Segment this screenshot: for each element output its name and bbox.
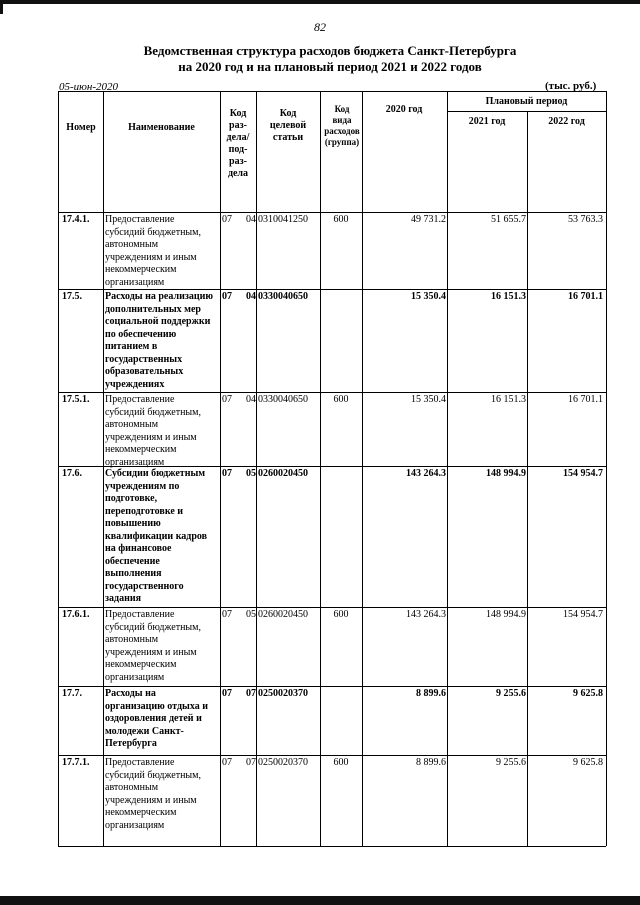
row-amount-2020: 49 731.2 (411, 214, 446, 225)
row-section: 07 (222, 394, 232, 405)
column-border (320, 91, 321, 846)
row-name: Расходы на реализацию дополнительных мер социальной поддержки по обеспечению питанием в государственных образовательных учреждениях (105, 291, 214, 390)
row-amount-2022: 16 701.1 (568, 394, 603, 405)
row-number: 17.6.1. (62, 609, 90, 620)
header-2021: 2021 год (468, 116, 506, 127)
row-section: 07 (222, 609, 232, 620)
column-border (447, 91, 448, 846)
header-2022: 2022 год (548, 116, 585, 127)
header-number: Номер (66, 122, 96, 133)
row-name: Предоставление субсидий бюджетным, автономным учреждениям и иным некоммерческим организациям (105, 609, 201, 683)
scan-edge-bottom (0, 896, 640, 905)
page-number: 82 (314, 20, 326, 34)
row-amount-2021: 16 151.3 (491, 291, 526, 302)
row-amount-2021: 9 255.6 (496, 757, 526, 768)
row-border (58, 607, 606, 608)
header-name: Наименование (128, 122, 195, 133)
row-number: 17.7. (62, 688, 82, 699)
row-amount-2020: 15 350.4 (411, 291, 446, 302)
row-name: Предоставление субсидий бюджетным, автономным учреждениям и иным некоммерческим организациям (105, 394, 201, 468)
row-amount-2021: 148 994.9 (486, 468, 526, 479)
unit-label: (тыс. руб.) (545, 80, 597, 92)
header-section: Код раз- дела/ под- раз- дела (226, 108, 250, 179)
row-border (58, 686, 606, 687)
row-amount-2021: 16 151.3 (491, 394, 526, 405)
scan-edge-top (0, 0, 640, 4)
row-number: 17.5. (62, 291, 82, 302)
column-border (220, 91, 221, 846)
row-section: 07 (222, 214, 232, 225)
row-name: Предоставление субсидий бюджетным, автономным учреждениям и иным некоммерческим организациям (105, 757, 201, 831)
row-amount-2020: 15 350.4 (411, 394, 446, 405)
row-amount-2022: 53 763.3 (568, 214, 603, 225)
page-title (90, 43, 570, 75)
row-border (58, 289, 606, 290)
row-amount-2022: 16 701.1 (568, 291, 603, 302)
row-target-code: 0260020450 (258, 609, 308, 620)
row-amount-2022: 9 625.8 (573, 688, 603, 699)
header-expense-type: Код вида расходов (группа) (324, 104, 360, 147)
row-subsection: 05 (246, 609, 256, 620)
title-line-2: на 2020 год и на плановый период 2021 и 2022 годов (178, 59, 482, 74)
scan-edge-left (0, 0, 3, 14)
table-bottom-border (58, 846, 606, 847)
row-section: 07 (222, 468, 232, 479)
row-amount-2020: 8 899.6 (416, 757, 446, 768)
column-border (606, 91, 607, 846)
header-target: Код целевой статьи (269, 108, 307, 143)
row-expense-type: 600 (333, 757, 349, 768)
row-expense-type: 600 (333, 609, 349, 620)
row-number: 17.4.1. (62, 214, 90, 225)
header-planned-period: Плановый период (485, 96, 568, 107)
row-subsection: 04 (246, 291, 256, 302)
row-target-code: 0260020450 (258, 468, 308, 479)
row-subsection: 05 (246, 468, 256, 479)
row-border (58, 755, 606, 756)
row-target-code: 0250020370 (258, 757, 308, 768)
row-subsection: 07 (246, 688, 256, 699)
row-amount-2021: 9 255.6 (496, 688, 526, 699)
row-number: 17.7.1. (62, 757, 90, 768)
row-border (58, 392, 606, 393)
column-border (103, 91, 104, 846)
row-target-code: 0310041250 (258, 214, 308, 225)
row-amount-2021: 51 655.7 (491, 214, 526, 225)
row-amount-2021: 148 994.9 (486, 609, 526, 620)
row-number: 17.6. (62, 468, 82, 479)
row-number: 17.5.1. (62, 394, 90, 405)
row-border (58, 212, 606, 213)
table-top-border (58, 91, 606, 92)
row-amount-2020: 143 264.3 (406, 468, 446, 479)
row-section: 07 (222, 688, 232, 699)
row-amount-2022: 154 954.7 (563, 609, 603, 620)
row-amount-2020: 8 899.6 (416, 688, 446, 699)
row-amount-2020: 143 264.3 (406, 609, 446, 620)
row-name: Предоставление субсидий бюджетным, автономным учреждениям и иным некоммерческим организациям (105, 214, 201, 288)
row-subsection: 07 (246, 757, 256, 768)
row-name: Расходы на организацию отдыха и оздоровления детей и молодежи Санкт- Петербурга (105, 688, 208, 749)
row-expense-type: 600 (333, 214, 349, 225)
row-section: 07 (222, 291, 232, 302)
row-section: 07 (222, 757, 232, 768)
row-subsection: 04 (246, 394, 256, 405)
row-target-code: 0250020370 (258, 688, 308, 699)
column-border (256, 91, 257, 846)
header-2020: 2020 год (385, 104, 423, 115)
row-target-code: 0330040650 (258, 394, 308, 405)
row-amount-2022: 9 625.8 (573, 757, 603, 768)
row-subsection: 04 (246, 214, 256, 225)
title-line-1: Ведомственная структура расходов бюджета Санкт-Петербурга (143, 43, 517, 58)
document-date: 05-июн-2020 (59, 81, 119, 93)
row-target-code: 0330040650 (258, 291, 308, 302)
column-border (58, 91, 59, 846)
row-amount-2022: 154 954.7 (563, 468, 603, 479)
row-name: Субсидии бюджетным учреждениям по подготовке, переподготовке и повышению квалификации кадров на финансовое обеспечение выполнения государственного задания (105, 468, 208, 604)
row-expense-type: 600 (333, 394, 349, 405)
